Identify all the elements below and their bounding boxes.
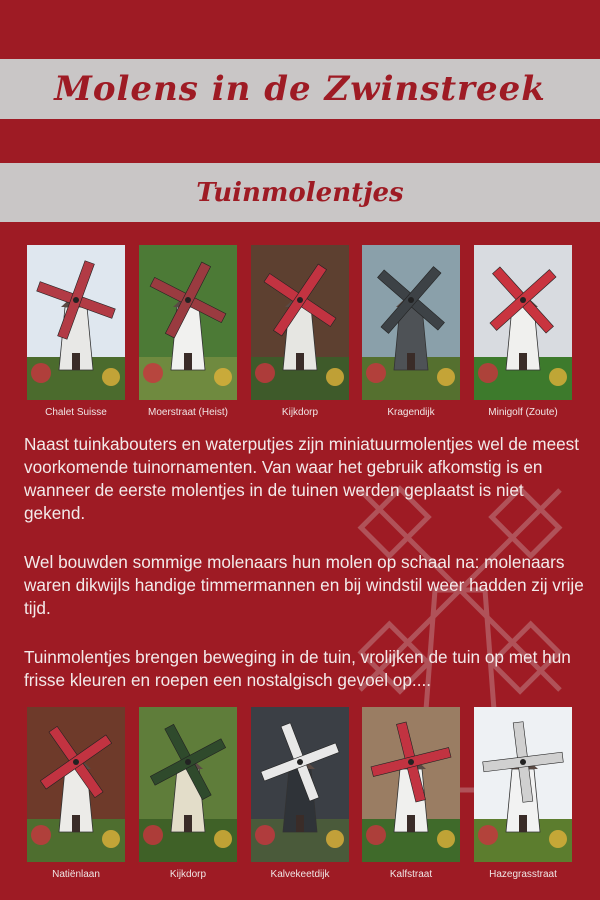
photo-caption: Kijkdorp	[281, 407, 319, 418]
section-band	[0, 163, 600, 222]
photo-tile[interactable]	[251, 245, 349, 418]
photo-tile[interactable]	[362, 245, 460, 418]
garden-paragraph: Tuinmolentjes brengen beweging in de tuin, vrolijken de tuin op met hun frisse kleuren en roepen een nostalgisch gevoel op....	[24, 647, 571, 690]
gallery-top	[0, 245, 600, 425]
windmill-photo[interactable]	[27, 245, 125, 400]
photo-tile[interactable]	[251, 707, 349, 880]
photo-caption: Kalfstraat	[389, 869, 433, 880]
photo-tile[interactable]	[362, 707, 460, 880]
intro-paragraph: Naast tuinkabouters en waterputjes zijn miniatuurmolentjes wel de meest voorkomende tuinornamenten. Van waar het gebruik afkomstig is en wanneer de eerste molentjes in de tuinen werden geplaatst is niet gekend.	[24, 434, 580, 523]
photo-caption: Chalet Suisse	[45, 407, 107, 418]
windmill-photo[interactable]	[139, 245, 237, 400]
photo-caption: Hazegrasstraat	[489, 869, 557, 880]
windmill-photo[interactable]	[251, 245, 349, 400]
windmill-photo[interactable]	[474, 245, 572, 400]
photo-caption: Kalvekeetdijk	[270, 869, 330, 880]
page-title: Molens in de Zwinstreek	[54, 69, 546, 109]
windmill-photo[interactable]	[362, 707, 460, 862]
windmill-photo[interactable]	[139, 707, 237, 862]
windmill-photo[interactable]	[362, 245, 460, 400]
header-band	[0, 59, 600, 119]
photo-caption: Kragendijk	[387, 407, 435, 418]
windmill-photo[interactable]	[474, 707, 572, 862]
section-title: Tuinmolentjes	[196, 177, 404, 208]
photo-caption: Moerstraat (Heist)	[147, 407, 228, 418]
photo-tile[interactable]	[474, 707, 572, 880]
photo-tile[interactable]	[139, 707, 237, 880]
millers-paragraph: Wel bouwden sommige molenaars hun molen op schaal na: molenaars waren dikwijls handige timmermannen en bij windstil weer hadden zij vrije tijd.	[24, 552, 584, 618]
photo-caption: Kijkdorp	[169, 869, 207, 880]
photo-tile[interactable]	[474, 245, 572, 418]
gallery-bottom	[0, 707, 600, 887]
windmill-photo[interactable]	[27, 707, 125, 862]
photo-tile[interactable]	[139, 245, 237, 418]
windmill-photo[interactable]	[251, 707, 349, 862]
photo-tile[interactable]	[27, 245, 125, 418]
photo-caption: Minigolf (Zoute)	[488, 407, 558, 418]
photo-caption: Natiënlaan	[52, 869, 100, 880]
photo-tile[interactable]	[27, 707, 125, 880]
